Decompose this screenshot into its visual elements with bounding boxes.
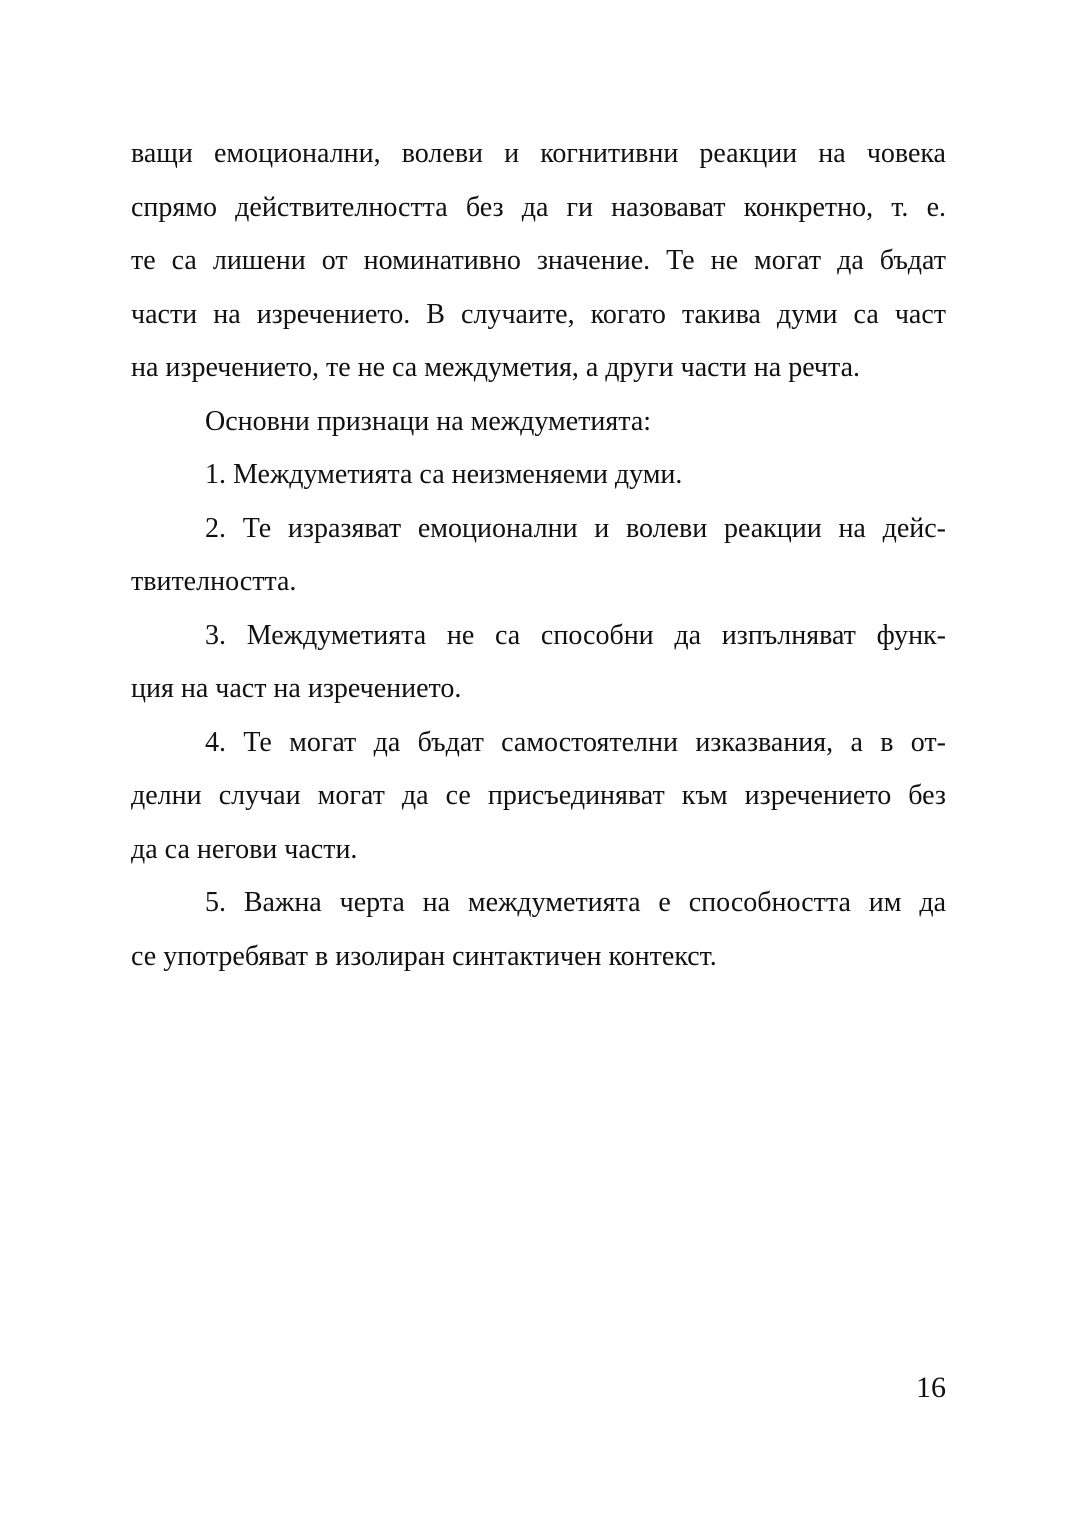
text-line: Основни признаци на междуметията: (205, 405, 652, 437)
text-line: 2. Те изразяват емоционални и волеви реакции на дейс- (205, 512, 946, 544)
paragraph-heading (131, 395, 946, 449)
page-number: 16 (916, 1371, 946, 1404)
list-item (131, 448, 946, 502)
text-line: на изречението, те не са междуметия, а други части на речта. (131, 352, 861, 383)
list-item (131, 876, 946, 983)
list-item (131, 716, 946, 877)
text-line: 4. Те могат да бъдат самостоятелни изказвания, а в от- (205, 726, 946, 758)
page-body-text (131, 127, 946, 983)
text-line: ция на част на изречението. (131, 673, 462, 704)
text-line: части на изречението. В случаите, когато такива думи са част (131, 298, 946, 330)
text-line: делни случаи могат да се присъединяват към изречението без (131, 780, 946, 811)
text-line: те са лишени от номинативно значение. Те не могат да бъдат (131, 245, 946, 276)
text-line: ващи емоционални, волеви и когнитивни реакции на човека (131, 138, 946, 169)
text-line: 3. Междуметията не са способни да изпълняват функ- (205, 619, 946, 651)
text-line: 5. Важна черта на междуметията е способността им да (205, 887, 946, 918)
text-line: спрямо действителността без да ги назовават конкретно, т. е. (131, 191, 946, 223)
paragraph (131, 127, 946, 395)
text-line: твителността. (131, 566, 297, 597)
text-line: 1. Междуметията са неизменяеми думи. (205, 459, 683, 490)
text-line: да са негови части. (131, 833, 358, 865)
list-item (131, 502, 946, 609)
list-item (131, 609, 946, 716)
text-line: се употребяват в изолиран синтактичен контекст. (131, 940, 717, 972)
